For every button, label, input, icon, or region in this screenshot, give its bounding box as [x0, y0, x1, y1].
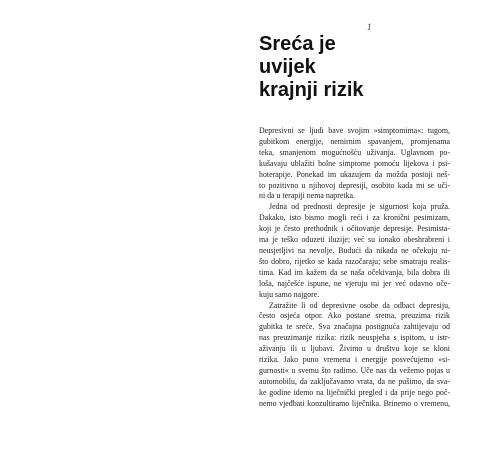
- text-line: aživanju ili u ljubavi. Živimo u društvu koje se kloni: [259, 344, 450, 354]
- text-line: Zatražite li od depresivne osobe da odbaci depresiju,: [269, 300, 450, 310]
- paragraph-2: [259, 202, 450, 300]
- text-line: ke godine idemo na liječnički pregled i da prije nego poč-: [259, 387, 450, 397]
- text-line: loša, najčešće ispune, ne vjeruju mi jer već odavno oče-: [259, 278, 450, 288]
- text-line: gurnosti« u svemu što radimo. Uče nas da vežemo pojas u: [259, 365, 450, 375]
- chapter-title-line: krajnji rizik: [259, 79, 364, 101]
- text-line: Jedna od prednosti depresije je sigurnost koja pruža.: [269, 202, 450, 212]
- body-text: [259, 126, 450, 410]
- text-line: teka, smanjenom mogućnošću uživanja. Uglavnom po-: [259, 147, 450, 157]
- chapter-number: 1: [367, 22, 372, 32]
- text-line: ma je teško oduzeti iluzije; već su ionako obeshrabreni i: [259, 235, 450, 245]
- text-line: Dakako, isto bismo mogli reći i za kronični pesimizam,: [259, 213, 450, 223]
- text-line: nemo vjeđbati konzultiramo liječnika. Brinemo o vremenu,: [259, 398, 450, 408]
- chapter-title: [259, 33, 439, 102]
- chapter-title-line: Sreća je: [259, 33, 336, 55]
- text-line: gubitka te sreće. Sva značajna postignuća zahtijevaju od: [259, 322, 450, 332]
- text-line: rizika. Jako puno vremena i energije posvećujemo »si-: [259, 355, 450, 365]
- text-line: neusjetljivi na nevolje. Budući da nikada ne očekuju ni-: [259, 245, 450, 255]
- text-line: automobilu, da zaključavamo vrata, da ne pušimo, da sva-: [259, 376, 450, 386]
- text-line: što dobro, rijetko se kada razočaraju; sebe smatraju realis-: [259, 256, 450, 266]
- text-line: to pozitivno u njihovoj depresiji, osobito kada mi se uči-: [259, 180, 450, 190]
- text-line: kuju samo najgore.: [259, 289, 320, 299]
- text-line: koji je često prethodnik i očitovanje depresije. Pesimista-: [259, 224, 450, 234]
- text-line: nas preuzimanje rizika: rizik neuspjeha s ispitom, u istr-: [259, 333, 450, 343]
- chapter-title-line: uvijek: [259, 56, 316, 78]
- paragraph-1: [259, 126, 450, 202]
- text-line: Depresivni se ljudi bave svojim »simptomima«: tugom,: [259, 126, 450, 135]
- paragraph-3: [259, 301, 450, 410]
- text-line: hoterapije. Ponekad im ukazujem da možda postoji neš-: [259, 169, 450, 179]
- text-line: tima. Kad im kažem da se naša očekivanja, bila dobra ili: [259, 267, 450, 277]
- text-line: često osjeća otpor. Ako postane sretna, preuzima rizik: [259, 311, 450, 321]
- text-line: ni da u terapiji nema napretka.: [259, 191, 355, 201]
- text-line: kušavaju ublažiti bolne simptome pomoću lijekova i psi-: [259, 158, 450, 168]
- text-line: gubitkom energije, nemirnim spavanjem, promjenama: [259, 136, 450, 146]
